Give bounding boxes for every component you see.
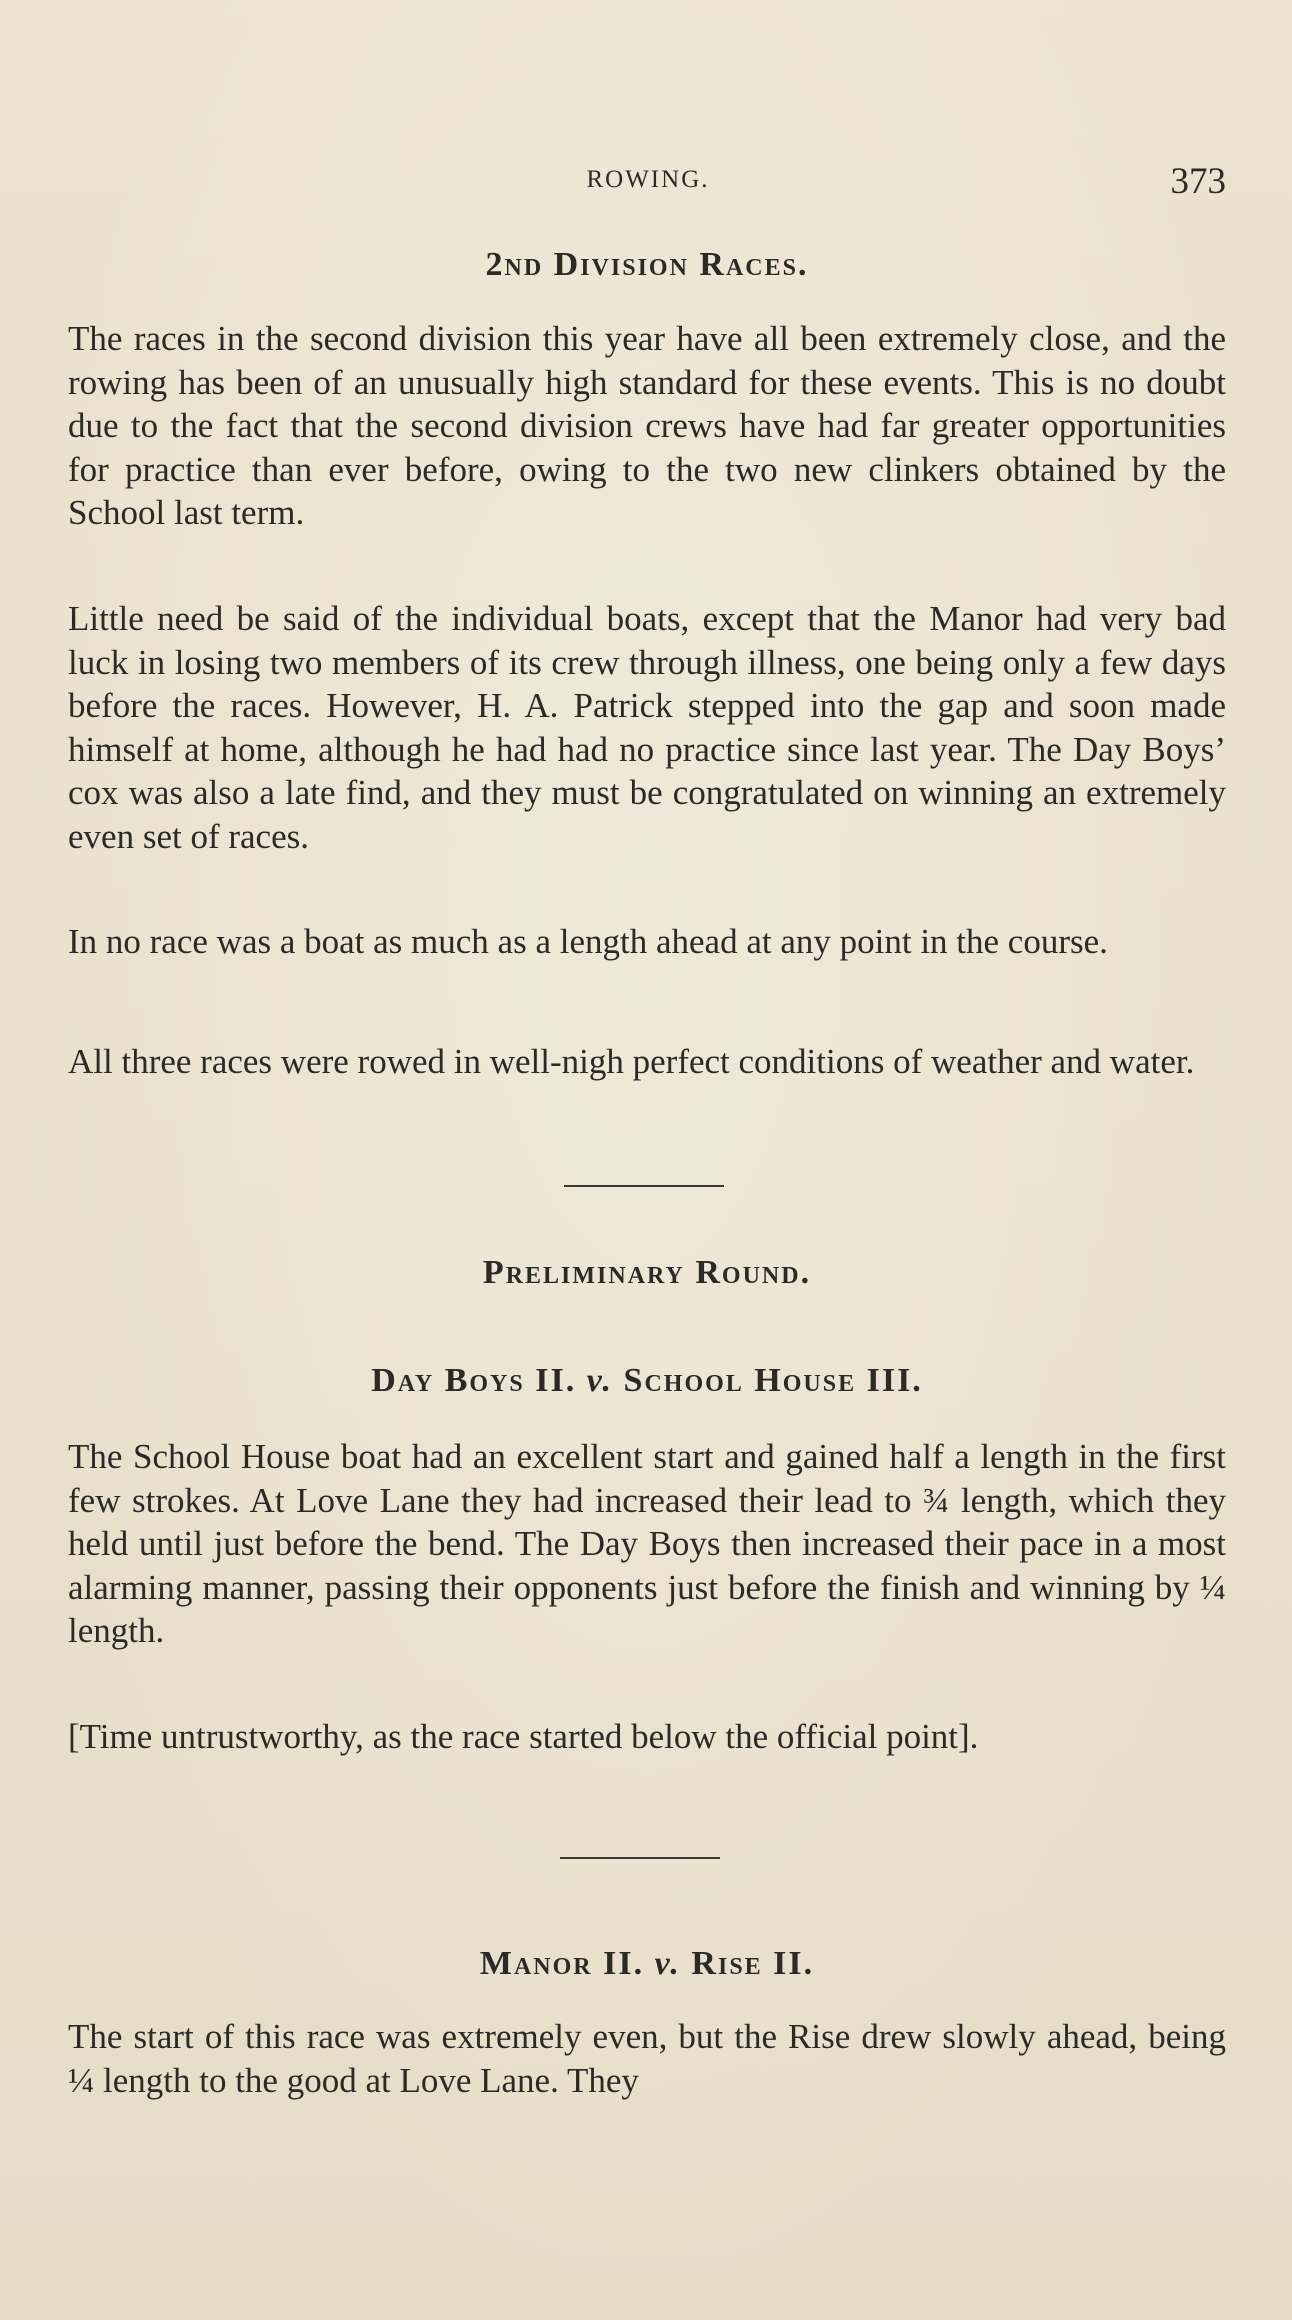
race1-text-c: length. [68, 1611, 165, 1650]
race1-fraction-lead: ¾ [923, 1480, 950, 1520]
page-number: 373 [1170, 161, 1226, 202]
running-head [70, 162, 1226, 202]
round-heading-block [68, 1254, 1226, 1292]
division-heading: 2nd Division Races. [485, 246, 809, 283]
race2-paragraph [68, 2015, 1226, 2102]
race1-versus: v. [586, 1362, 614, 1399]
race2-team1: Manor II. [479, 1945, 645, 1982]
race2-versus: v. [654, 1945, 681, 1982]
paragraph-length: In no race was a boat as much as a length ahead at any point in the course. [68, 922, 1108, 961]
race1-text-a: The School House boat had an excellent start and gained half a length in the first few strokes. At Love Lane they had increased their lead to [68, 1437, 1226, 1520]
race1-fraction-win: ¼ [1199, 1567, 1227, 1607]
race2-fraction: ¼ [68, 2060, 95, 2100]
race1-team2: School House III. [623, 1362, 923, 1399]
race1-team1: Day Boys II. [371, 1362, 577, 1399]
race2-text-a: The start of this race was extremely even, but the Rise drew slowly ahead, being [68, 2017, 1226, 2056]
division-heading-block [68, 246, 1226, 284]
running-title: ROWING. [586, 166, 710, 193]
paragraph-intro: The races in the second division this year have all been extremely close, and the rowing has been of an unusually high standard for these events. This is no doubt due to the fact that the second division crews have had far greater opportunities for practice than ever before, owing to the two new clinkers obtained by the School last term. [68, 319, 1226, 532]
section-divider [564, 1185, 724, 1187]
race2-text-b: length to the good at Love Lane. They [103, 2060, 639, 2100]
race1-text-b: length, which they held until just before the bend. The Day Boys then increased their pace in a most alarming manner, passing their opponents just before the finish and winning by [68, 1480, 1227, 1607]
race1-heading-block [68, 1362, 1226, 1400]
paragraph-boats: Little need be said of the individual boats, except that the Manor had very bad luck in losing two members of its crew through illness, one being only a few days before the races. However, H. A. Patrick stepped into the gap and soon made himself at home, although he had had no practice since last year. The Day Boys’ cox was also a late find, and they must be congratulated on winning an extremely even set of races. [68, 599, 1226, 856]
race1-heading [68, 1362, 1226, 1400]
race2-heading [68, 1945, 1226, 1983]
race2-heading-block [68, 1945, 1226, 1983]
race1-paragraph [68, 1435, 1226, 1653]
paragraph-conditions: All three races were rowed in well-nigh perfect conditions of weather and water. [68, 1042, 1195, 1081]
race1-time-note: [Time untrustworthy, as the race started below the official point]. [68, 1717, 979, 1756]
race2-team2: Rise II. [691, 1945, 815, 1982]
round-heading: Preliminary Round. [482, 1254, 812, 1291]
race-divider [560, 1857, 720, 1859]
